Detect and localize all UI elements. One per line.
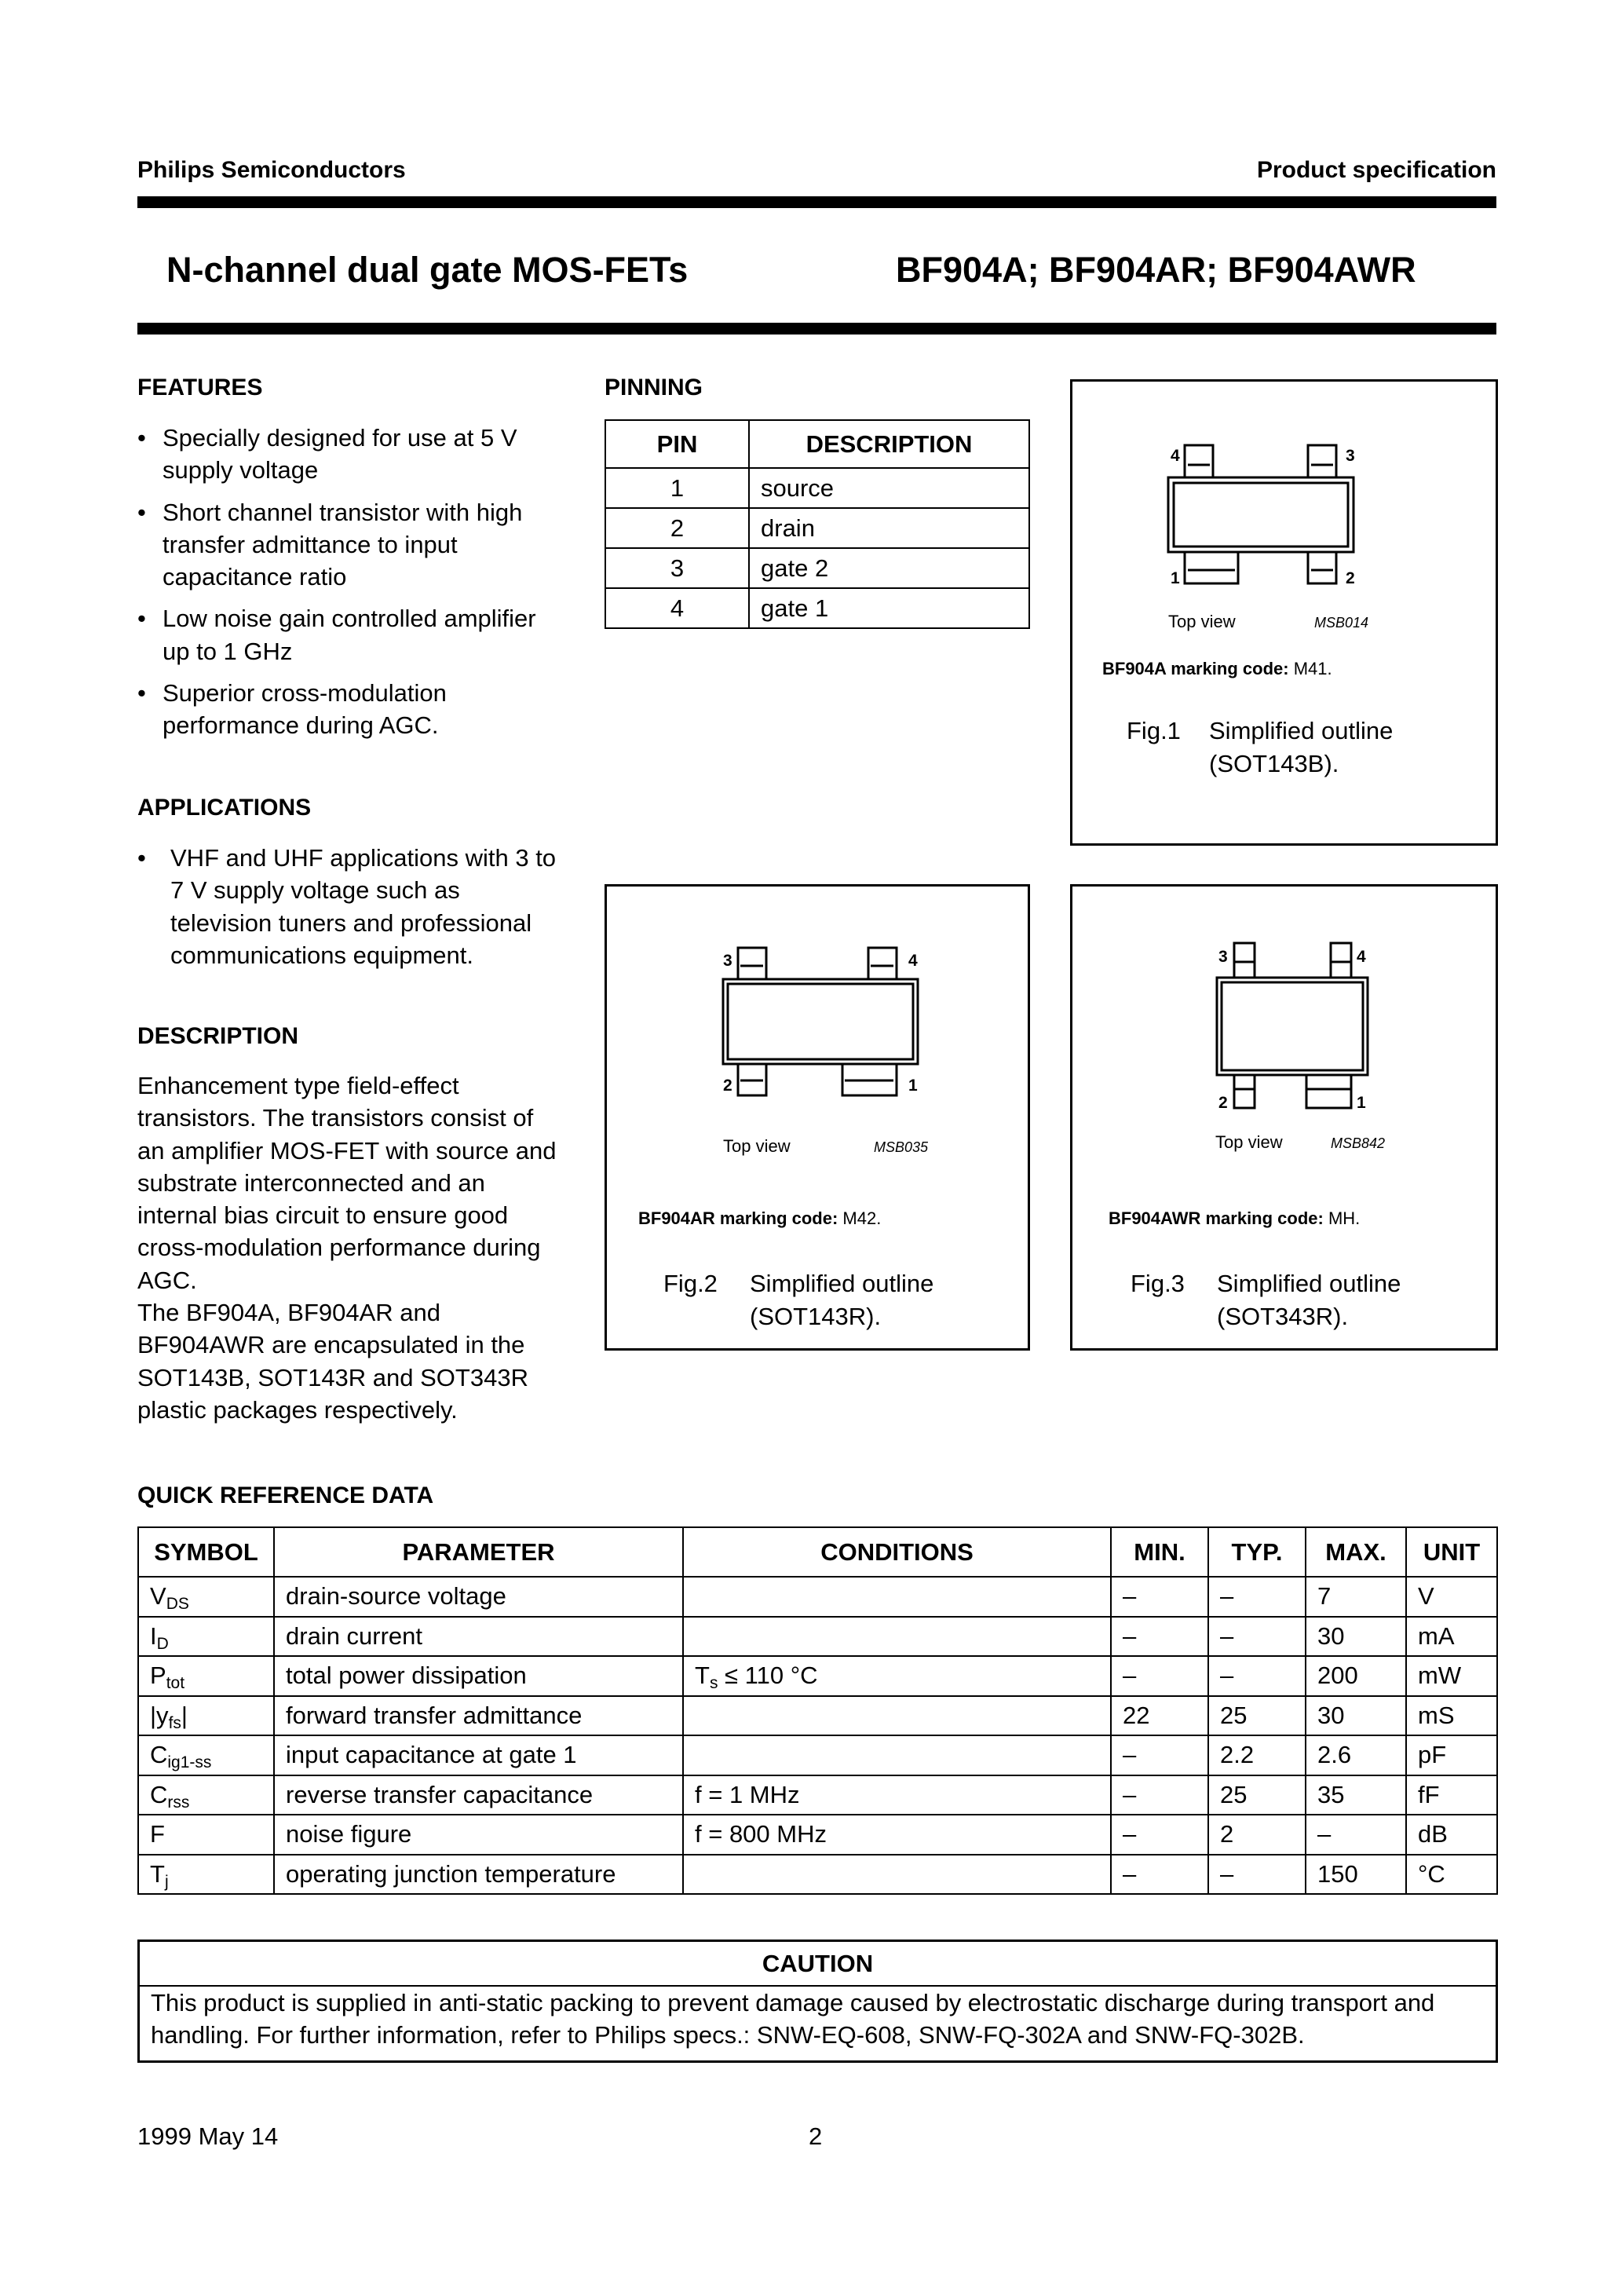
symbol-cell xyxy=(138,1735,274,1775)
pinning-heading: PINNING xyxy=(605,375,703,400)
description-paragraph: Enhancement type field-effect transistors. The transistors consist of an amplifier MOS-FET with source and substrate interconnected and an internal bias circuit to ensure good cross-modulation performance during AGC. xyxy=(137,1072,557,1294)
max-cell: – xyxy=(1306,1815,1406,1855)
symbol-base: |y xyxy=(150,1701,169,1729)
pin-number: 2 xyxy=(605,508,749,548)
marking-value: MH. xyxy=(1323,1208,1361,1228)
figure-caption: Simplified outline xyxy=(750,1270,934,1297)
table-row xyxy=(138,1775,1497,1815)
title-rule xyxy=(137,323,1496,335)
table-row xyxy=(605,468,1029,508)
parameter-cell: input capacitance at gate 1 xyxy=(274,1735,683,1775)
pin-label: 1 xyxy=(908,1077,918,1095)
table-row xyxy=(138,1855,1497,1895)
column-header: SYMBOL xyxy=(138,1527,274,1577)
figure-caption: Simplified outline xyxy=(1217,1270,1401,1297)
list-item: • Superior cross-modulation performance during AGC. xyxy=(137,677,567,742)
symbol-cell xyxy=(138,1775,274,1815)
symbol-base: T xyxy=(150,1859,165,1888)
description-heading: DESCRIPTION xyxy=(137,1023,299,1049)
column-header: DESCRIPTION xyxy=(749,420,1029,468)
figure-caption: (SOT143B). xyxy=(1209,750,1339,777)
marking-label: BF904AR marking code: xyxy=(638,1208,838,1228)
figure-number: Fig.1 xyxy=(1127,717,1181,744)
pin-number: 4 xyxy=(605,588,749,628)
footer-date: 1999 May 14 xyxy=(137,2122,279,2150)
symbol-subscript: fs xyxy=(168,1713,181,1732)
parameter-cell: total power dissipation xyxy=(274,1656,683,1696)
symbol-base: V xyxy=(150,1582,166,1610)
table-header-row xyxy=(605,420,1029,468)
drawing-code: MSB035 xyxy=(874,1139,929,1155)
symbol-subscript: tot xyxy=(166,1674,185,1693)
column-header: TYP. xyxy=(1208,1527,1306,1577)
column-header: PIN xyxy=(605,420,749,468)
min-cell: – xyxy=(1111,1617,1208,1657)
column-header: MAX. xyxy=(1306,1527,1406,1577)
marking-value: M41. xyxy=(1288,659,1332,678)
marking-label: BF904AWR marking code: xyxy=(1109,1208,1324,1228)
pin-label: 2 xyxy=(1346,569,1355,587)
parameter-cell: noise figure xyxy=(274,1815,683,1855)
table-header-row xyxy=(138,1527,1497,1577)
max-cell: 30 xyxy=(1306,1696,1406,1736)
min-cell: – xyxy=(1111,1775,1208,1815)
column-header: MIN. xyxy=(1111,1527,1208,1577)
symbol-subscript: ig1-ss xyxy=(167,1753,212,1772)
max-cell: 30 xyxy=(1306,1617,1406,1657)
figure-number: Fig.2 xyxy=(663,1270,718,1297)
symbol-cell xyxy=(138,1617,274,1657)
min-cell: – xyxy=(1111,1656,1208,1696)
symbol-cell xyxy=(138,1855,274,1895)
list-item: • Low noise gain controlled amplifier up to 1 GHz xyxy=(137,602,567,667)
pin-label: 2 xyxy=(1218,1094,1228,1112)
parameter-cell: drain-source voltage xyxy=(274,1577,683,1617)
min-cell: – xyxy=(1111,1815,1208,1855)
pin-description: source xyxy=(749,468,1029,508)
package-outline-drawing xyxy=(1072,382,1500,848)
typ-cell: 25 xyxy=(1208,1696,1306,1736)
document-type: Product specification xyxy=(1256,157,1496,183)
symbol-cell xyxy=(138,1815,274,1855)
conditions-cell xyxy=(683,1617,1111,1657)
pin-label: 1 xyxy=(1171,569,1180,587)
header-rule xyxy=(137,196,1496,208)
figure-2-sot143r xyxy=(605,884,1030,1351)
description-paragraph: The BF904A, BF904AR and BF904AWR are encapsulated in the SOT143B, SOT143R and SOT343R plastic packages respectively. xyxy=(137,1299,528,1424)
symbol-base: C xyxy=(150,1780,168,1808)
pin-label: 3 xyxy=(723,952,732,970)
pin-label: 3 xyxy=(1218,948,1228,966)
condition-subscript: s xyxy=(709,1674,718,1693)
parameter-cell: operating junction temperature xyxy=(274,1855,683,1895)
company-name: Philips Semiconductors xyxy=(137,157,406,183)
drawing-code: MSB842 xyxy=(1331,1135,1386,1151)
max-cell: 200 xyxy=(1306,1656,1406,1696)
pin-number: 3 xyxy=(605,548,749,588)
symbol-base: F xyxy=(150,1820,165,1848)
symbol-cell xyxy=(138,1577,274,1617)
conditions-cell xyxy=(683,1775,1111,1815)
pin-label: 3 xyxy=(1346,447,1355,465)
figure-number: Fig.3 xyxy=(1131,1270,1185,1297)
package-outline-drawing xyxy=(607,887,1032,1353)
pin-label: 1 xyxy=(1357,1094,1366,1112)
symbol-base: P xyxy=(150,1662,166,1690)
figure-1-sot143b xyxy=(1070,379,1498,846)
table-row xyxy=(605,548,1029,588)
parameter-cell: drain current xyxy=(274,1617,683,1657)
symbol-subscript: DS xyxy=(166,1595,189,1614)
figure-caption: (SOT343R). xyxy=(1217,1303,1349,1330)
parameter-cell: reverse transfer capacitance xyxy=(274,1775,683,1815)
symbol-base: C xyxy=(150,1741,168,1769)
features-list xyxy=(137,422,567,742)
view-label: Top view xyxy=(1168,612,1236,631)
description-text xyxy=(137,1069,565,1426)
typ-cell: – xyxy=(1208,1656,1306,1696)
applications-list xyxy=(137,842,563,971)
quick-reference-heading: QUICK REFERENCE DATA xyxy=(137,1483,434,1508)
marking-value: M42. xyxy=(838,1208,882,1228)
features-heading: FEATURES xyxy=(137,375,263,400)
drawing-code: MSB014 xyxy=(1314,615,1369,631)
pin-label: 2 xyxy=(723,1077,732,1095)
table-row xyxy=(138,1815,1497,1855)
svg-text:BF904A marking code: M41. xyxy=(1102,659,1332,678)
table-row xyxy=(138,1735,1497,1775)
typ-cell: 25 xyxy=(1208,1775,1306,1815)
pin-description: gate 2 xyxy=(749,548,1029,588)
figure-caption: Simplified outline xyxy=(1209,717,1394,744)
svg-text:BF904AR marking code: M42. xyxy=(638,1208,881,1228)
applications-heading: APPLICATIONS xyxy=(137,795,312,821)
table-row xyxy=(138,1617,1497,1657)
quick-reference-table xyxy=(137,1526,1498,1895)
conditions-cell xyxy=(683,1735,1111,1775)
unit-cell: dB xyxy=(1406,1815,1497,1855)
unit-cell: mA xyxy=(1406,1617,1497,1657)
table-row xyxy=(605,588,1029,628)
caution-box xyxy=(137,1940,1498,2063)
page-title: N-channel dual gate MOS-FETs xyxy=(166,250,689,290)
svg-text:BF904AWR marking code: MH. xyxy=(1109,1208,1360,1228)
symbol-end: | xyxy=(181,1701,188,1729)
list-item: • VHF and UHF applications with 3 to 7 V supply voltage such as television tuners and professional communications equipment. xyxy=(137,842,563,971)
condition-rest: ≤ 110 °C xyxy=(718,1662,818,1690)
pin-description: gate 1 xyxy=(749,588,1029,628)
marking-label: BF904A marking code: xyxy=(1102,659,1289,678)
unit-cell: V xyxy=(1406,1577,1497,1617)
symbol-cell xyxy=(138,1656,274,1696)
min-cell: 22 xyxy=(1111,1696,1208,1736)
min-cell: – xyxy=(1111,1577,1208,1617)
symbol-base: I xyxy=(150,1621,157,1650)
table-row xyxy=(138,1696,1497,1736)
symbol-subscript: rss xyxy=(167,1793,190,1812)
table-row xyxy=(605,508,1029,548)
conditions-cell xyxy=(683,1855,1111,1895)
typ-cell: 2 xyxy=(1208,1815,1306,1855)
table-row xyxy=(138,1656,1497,1696)
parameter-cell: forward transfer admittance xyxy=(274,1696,683,1736)
pin-label: 4 xyxy=(1171,447,1180,465)
unit-cell: °C xyxy=(1406,1855,1497,1895)
symbol-subscript: D xyxy=(156,1634,169,1653)
conditions-cell xyxy=(683,1577,1111,1617)
pin-label: 4 xyxy=(1357,948,1366,966)
max-cell: 150 xyxy=(1306,1855,1406,1895)
unit-cell: fF xyxy=(1406,1775,1497,1815)
typ-cell: – xyxy=(1208,1577,1306,1617)
view-label: Top view xyxy=(1215,1132,1283,1152)
caution-text: This product is supplied in anti-static packing to prevent damage caused by electrostatic discharge during transport and handling. For further information, refer to Philips specs.: SNW-EQ-608, SNW-FQ-302A and SNW-FQ-302B. xyxy=(151,1989,1435,2049)
unit-cell: pF xyxy=(1406,1735,1497,1775)
condition: T xyxy=(695,1662,710,1690)
symbol-subscript: j xyxy=(164,1872,169,1891)
unit-cell: mW xyxy=(1406,1656,1497,1696)
min-cell: – xyxy=(1111,1855,1208,1895)
table-row xyxy=(138,1577,1497,1617)
column-header: UNIT xyxy=(1406,1527,1497,1577)
package-outline-drawing xyxy=(1072,887,1500,1353)
pin-number: 1 xyxy=(605,468,749,508)
max-cell: 2.6 xyxy=(1306,1735,1406,1775)
conditions-cell xyxy=(683,1696,1111,1736)
condition: f = 1 MHz xyxy=(695,1780,800,1808)
caution-heading: CAUTION xyxy=(140,1942,1496,1987)
unit-cell: mS xyxy=(1406,1696,1497,1736)
figure-caption: (SOT143R). xyxy=(750,1303,882,1330)
condition: f = 800 MHz xyxy=(695,1820,827,1848)
typ-cell: – xyxy=(1208,1617,1306,1657)
view-label: Top view xyxy=(723,1136,791,1156)
pin-label: 4 xyxy=(908,952,918,970)
column-header: PARAMETER xyxy=(274,1527,683,1577)
column-header: CONDITIONS xyxy=(683,1527,1111,1577)
symbol-cell xyxy=(138,1696,274,1736)
figure-3-sot343r xyxy=(1070,884,1498,1351)
max-cell: 35 xyxy=(1306,1775,1406,1815)
conditions-cell xyxy=(683,1656,1111,1696)
typ-cell: 2.2 xyxy=(1208,1735,1306,1775)
min-cell: – xyxy=(1111,1735,1208,1775)
typ-cell: – xyxy=(1208,1855,1306,1895)
conditions-cell xyxy=(683,1815,1111,1855)
pinning-table xyxy=(605,419,1030,629)
page-number: 2 xyxy=(809,2122,823,2150)
list-item: • Short channel transistor with high transfer admittance to input capacitance ratio xyxy=(137,496,567,594)
part-numbers: BF904A; BF904AR; BF904AWR xyxy=(896,250,1416,290)
pin-description: drain xyxy=(749,508,1029,548)
max-cell: 7 xyxy=(1306,1577,1406,1617)
list-item: • Specially designed for use at 5 V supply voltage xyxy=(137,422,567,487)
